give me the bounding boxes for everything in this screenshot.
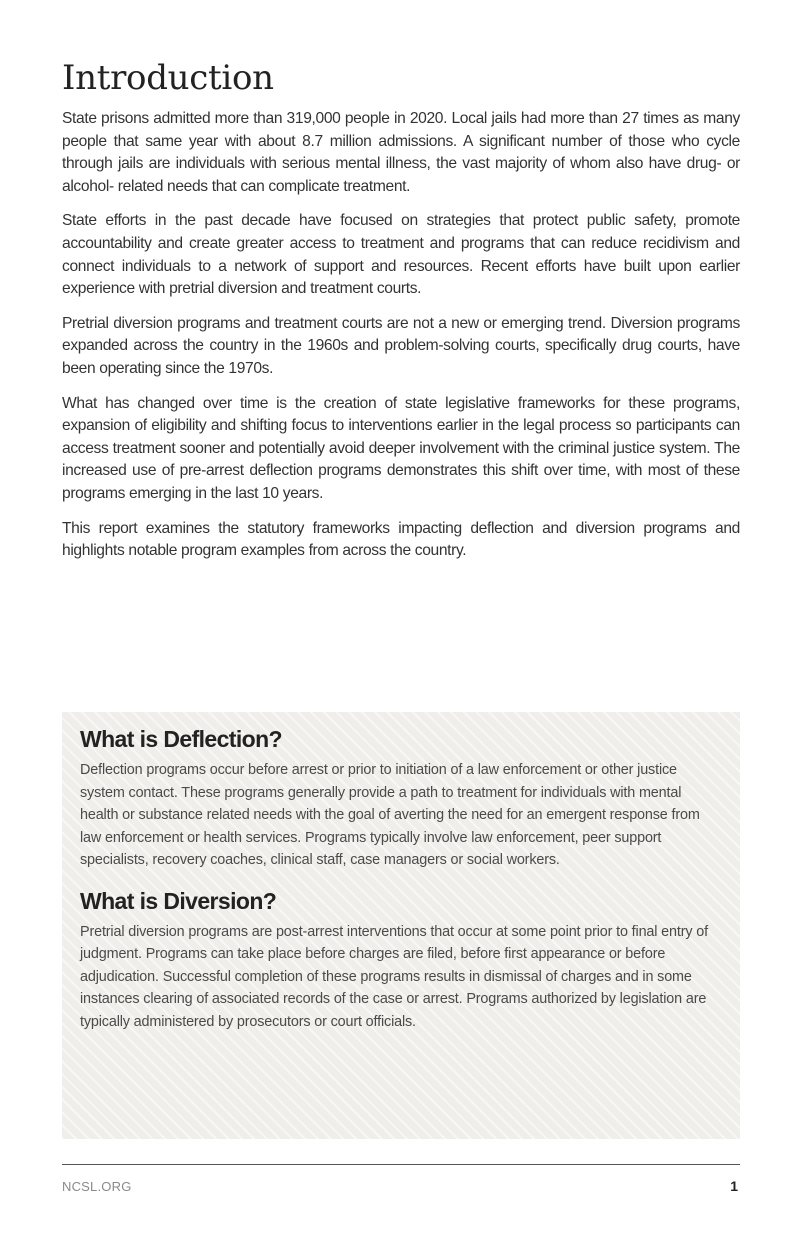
deflection-definition: Deflection programs occur before arrest or prior to initiation of a law enforcement or other justice system contact. These programs generally provide a path to treatment for individuals with mental health or substance related needs with the goal of averting the need for an emergent response from law enforcement or health services. Programs typically involve law enforcement, peer support specialists, recovery coaches, clinical staff, case managers or social workers.	[80, 762, 700, 868]
deflection-heading: What is Deflection?	[80, 726, 283, 752]
page-title: Introduction	[62, 58, 274, 98]
intro-paragraph: What has changed over time is the creation of state legislative frameworks for these programs, expansion of eligibility and shifting focus to interventions earlier in the legal process so participants can access treatment sooner and potentially avoid deeper involvement with the criminal justice system. The increased use of pre-arrest deflection programs demonstrates this shift over time, with most of these programs emerging in the last 10 years.	[62, 394, 740, 502]
footer-site-label: NCSL.ORG	[62, 1179, 132, 1194]
page-number: 1	[730, 1178, 738, 1194]
intro-paragraph: Pretrial diversion programs and treatment courts are not a new or emerging trend. Diversion programs expanded across the country in the 1960s and problem-solving courts, specifically drug courts, have been operating since the 1970s.	[62, 314, 740, 377]
intro-paragraph: This report examines the statutory frameworks impacting deflection and diversion programs and highlights notable program examples from across the country.	[62, 519, 740, 560]
intro-paragraph: State efforts in the past decade have focused on strategies that protect public safety, promote accountability and create greater access to treatment and programs that can reduce recidivism and connect individuals to a network of support and resources. Recent efforts have built upon earlier experience with pretrial diversion and treatment courts.	[62, 212, 740, 298]
definitions-callout-box	[62, 712, 740, 1139]
footer-divider	[62, 1164, 740, 1165]
diversion-heading: What is Diversion?	[80, 887, 277, 914]
diversion-definition: Pretrial diversion programs are post-arrest interventions that occur at some point prior to final entry of judgment. Programs can take place before charges are filed, before first appearance or before adjudication. Successful completion of these programs results in dismissal of charges and in some instances clearing of associated records of the case or arrest. Programs authorized by legislation are typically administered by prosecutors or court officials.	[80, 923, 708, 1030]
intro-section	[62, 58, 740, 575]
intro-paragraph: State prisons admitted more than 319,000 people in 2020. Local jails had more than 27 times as many people that same year with about 8.7 million admissions. A significant number of those who cycle through jails are individuals with serious mental illness, the vast majority of whom also have drug- or alcohol- related needs that can complicate treatment.	[62, 110, 740, 195]
